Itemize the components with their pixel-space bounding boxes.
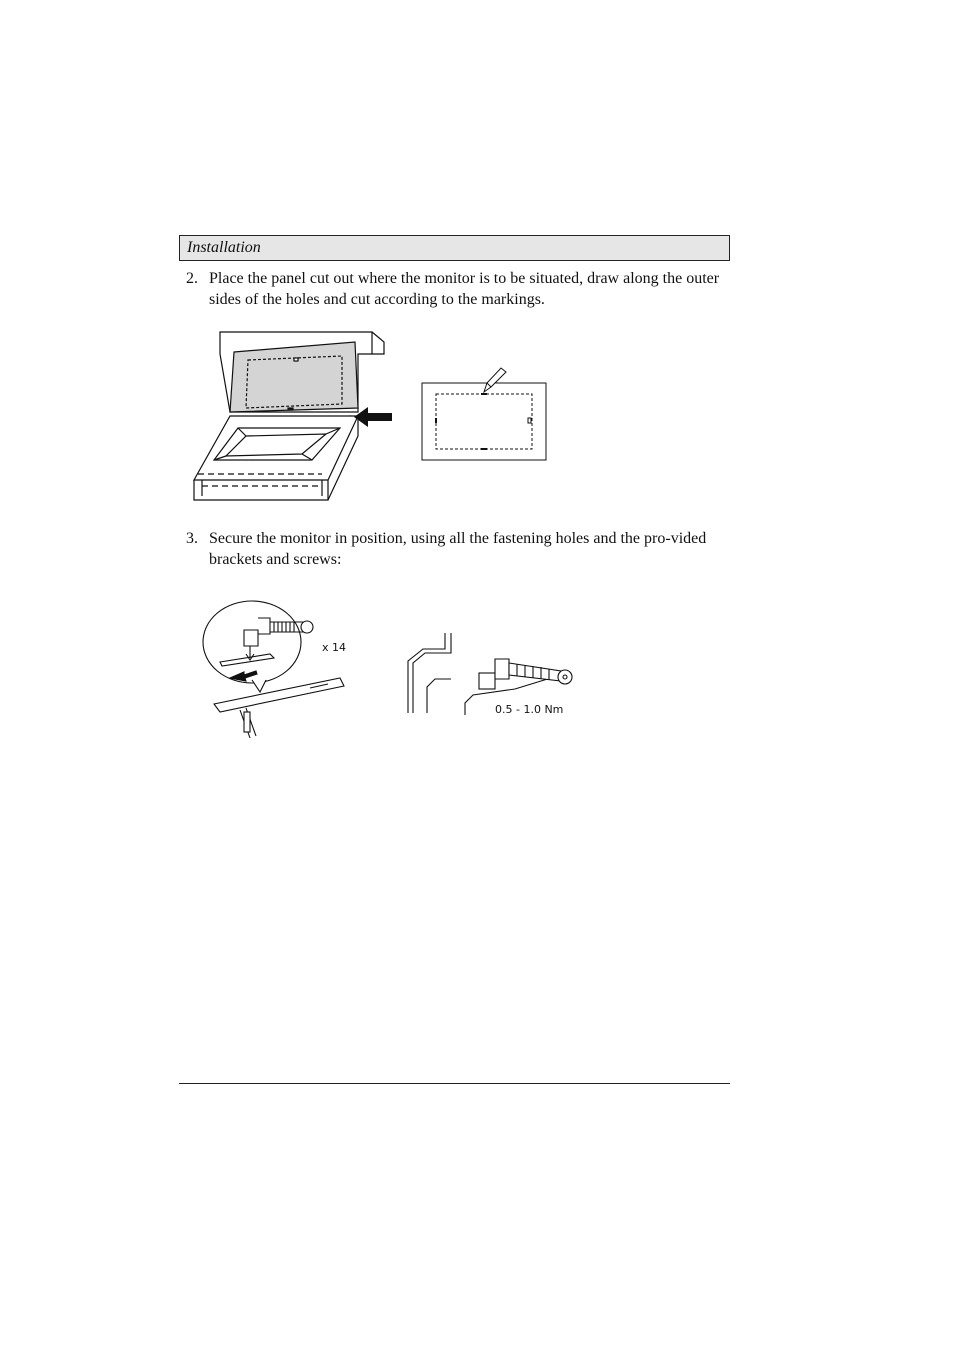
step-text: Place the panel cut out where the monitor is to be situated, draw along the outer sides of the holes and cut according to the markings. — [209, 270, 720, 308]
panel-markings-illustration — [421, 366, 549, 462]
torque-label: 0.5 - 1.0 Nm — [495, 703, 564, 716]
footer-divider — [179, 1083, 730, 1084]
step-number: 2. — [186, 270, 198, 287]
bracket-mounting-illustration — [200, 600, 350, 742]
bracket-count-label: x 14 — [322, 641, 347, 654]
section-header — [179, 235, 730, 261]
insert-arrow-icon — [354, 407, 392, 427]
section-title: Installation — [187, 239, 261, 256]
step-number: 3. — [186, 530, 198, 547]
step-text: Secure the monitor in position, using all the fastening holes and the pro-vided brackets and screws: — [209, 530, 707, 568]
